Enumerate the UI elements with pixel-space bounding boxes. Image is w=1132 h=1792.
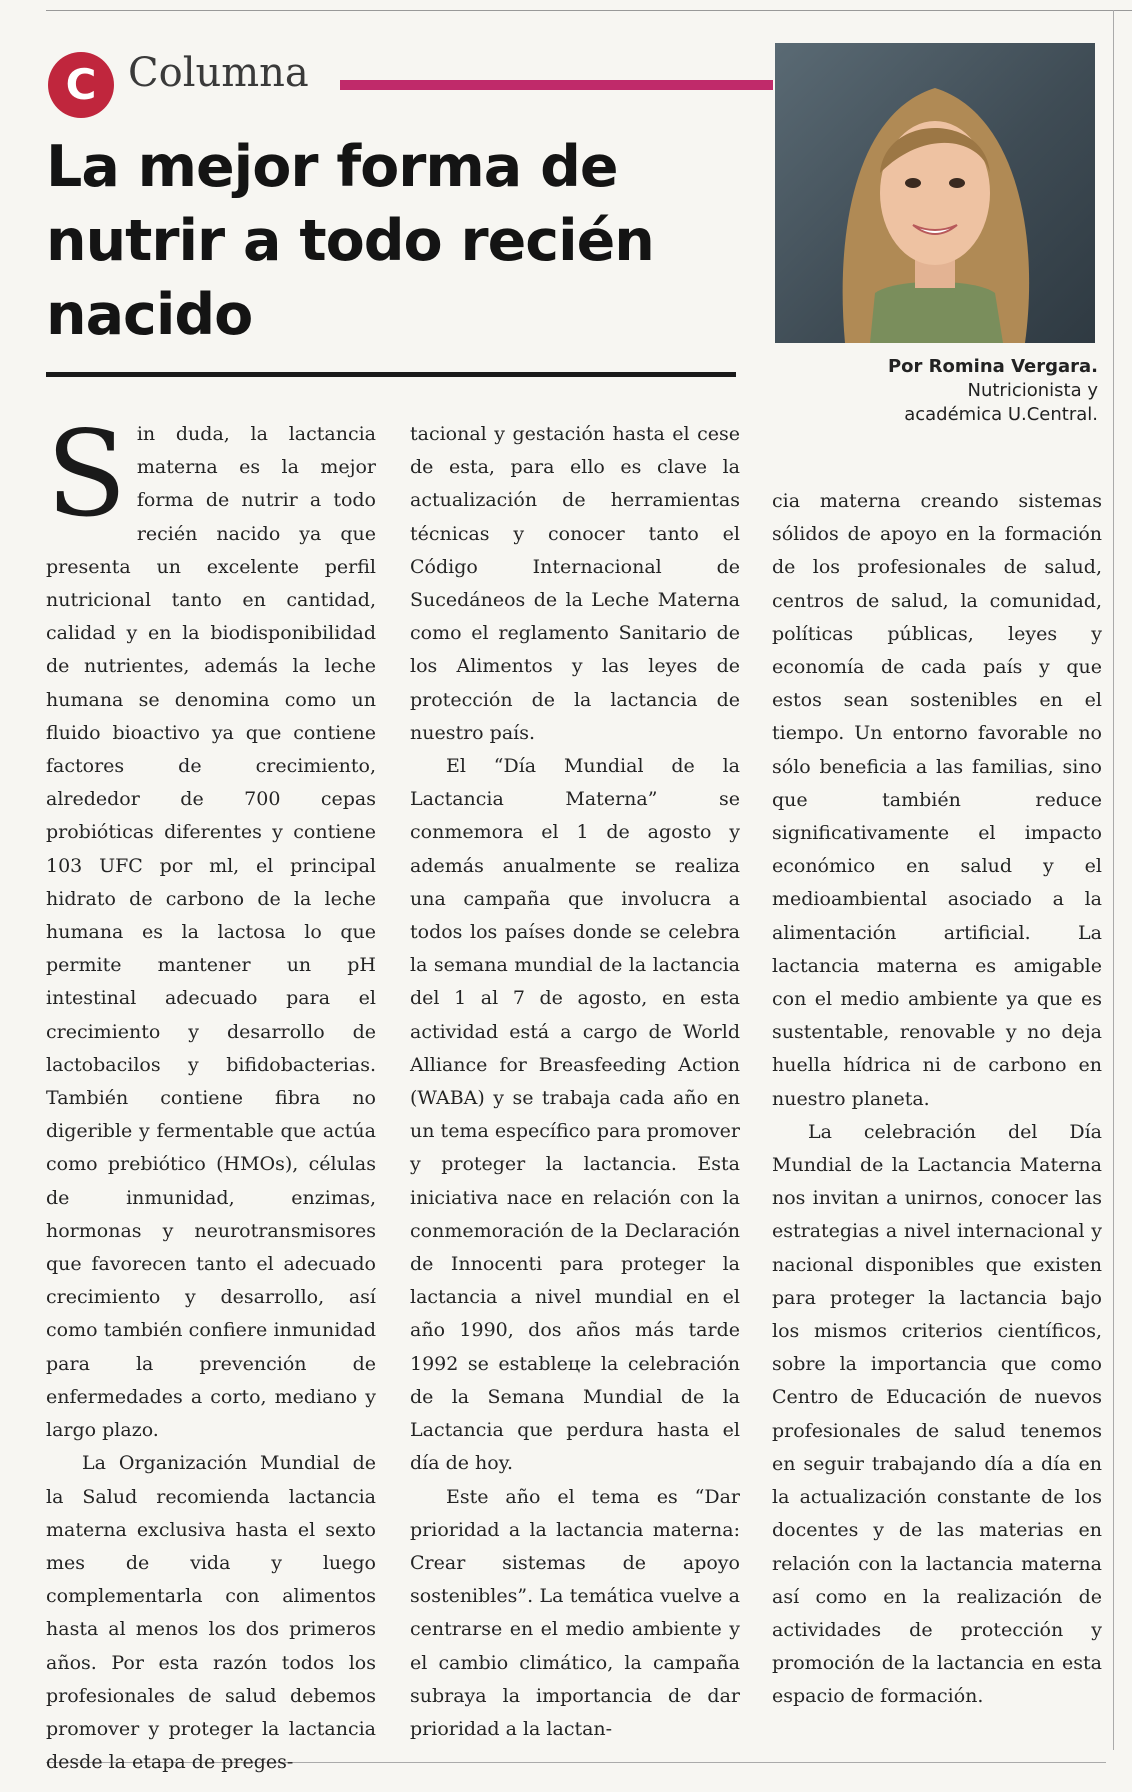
article-column-2 xyxy=(410,418,740,1748)
section-badge: C xyxy=(48,52,114,118)
headline: La mejor forma de nutrir a todo recién nacido xyxy=(46,134,654,348)
paragraph-1-text: in duda, la lactancia materna es la mejor forma de nutrir a todo recién nacido ya que presenta un excelente perfil nutricional tanto en cantidad, calidad y en la biodisponibilidad de nutrientes, además la leche humana se denomina como un fluido bioactivo ya que contiene factores de crecimiento, alrededor de 700 cepas probióticas diferentes y contiene 103 UFC por ml, el principal hidrato de carbono de la leche humana es la lactosa lo que permite mantener un pH intestinal adecuado para el crecimiento y desarrollo de lactobacilos y bifidobacterias. También contiene fibra no digerible y fermentable que actúa como prebiótico (HMOs), células de inmunidad, enzimas, hormonas y neurotransmisores que favorecen tanto el adecuado crecimiento y desarrollo, así como también confiere inmunidad para la prevención de enfermedades a corto, mediano y largo plazo. xyxy=(46,423,376,1442)
author-portrait-illustration xyxy=(775,43,1095,343)
paragraph-3: El “Día Mundial de la Lactancia Materna” se conmemora el 1 de agosto y además anualmente se realiza una campaña que involucra a todos los países donde se celebra la semana mundial de la lactancia del 1 al 7 de agosto, en esta actividad está a cargo de World Alliance for Breasfeeding Action (WABA) y se trabaja cada año en un tema específico para promover y proteger la lactancia. Esta iniciativa nace en relación con la conmemoración de la Declaración de Innocenti para proteger la lactancia a nivel mundial en el año 1990, dos años más tarde 1992 se estableце la celebración de la Semana Mundial de la Lactancia que perdura hasta el día de hoy. xyxy=(410,755,740,1475)
section-accent-rule xyxy=(340,80,773,90)
author-name: Por Romina Vergara. xyxy=(887,356,1098,377)
drop-cap: S xyxy=(46,405,127,543)
paragraph-5: La celebración del Día Mundial de la Lactancia Materna nos invitan a unirnos, conocer las estrategias a nivel internacional y nacional disponibles que existen para proteger la lactancia bajo los mismos criterios científicos, sobre la importancia que como Centro de Educación de nuevos profesionales de salud tenemos en seguir trabajando día a día en la actualización constante de los docentes y de las materias en relación con la lactancia materna así como en la realización de actividades de protección y promoción de la lactancia en esta espacio de formación. xyxy=(772,1120,1102,1708)
byline xyxy=(888,355,1098,427)
paragraph-2-continued: tacional y gestación hasta el cese de esta, para ello es clave la actualización de herramientas técnicas y conocer tanto el Código Internacional de Sucedáneos de la Leche Materna como el reglamento Sanitario de los Alimentos y las leyes de protección de la lactancia de nuestro país. xyxy=(410,423,740,744)
author-affiliation: académica U.Central. xyxy=(904,404,1098,425)
article-column-3 xyxy=(772,485,1102,1755)
article-column-1 xyxy=(46,405,376,1774)
paragraph-1 xyxy=(46,405,376,1447)
author-photo xyxy=(775,43,1095,343)
author-role: Nutricionista y xyxy=(967,380,1098,401)
headline-rule xyxy=(46,372,736,377)
top-rule xyxy=(46,10,1132,11)
right-column-rule xyxy=(1113,10,1114,1750)
paragraph-2: La Organización Mundial de la Salud recomienda lactancia materna exclusiva hasta el sexto mes de vida y luego complementarla con alimentos hasta al menos los dos primeros años. Por esta razón todos los profesionales de salud debemos promover y proteger la lactancia desde la etapa de preges- xyxy=(46,1452,376,1774)
paragraph-4-continued: cia materna creando sistemas sólidos de apoyo en la formación de los profesionales de salud, centros de salud, la comunidad, políticas públicas, leyes y economía de cada país y que estos sean sostenibles en el tiempo. Un entorno favorable no sólo beneficia a las familias, sino que también reduce significativamente el impacto económico en salud y el medioambiental asociado a la alimentación artificial. La lactancia materna es amigable con el medio ambiente ya que es sustentable, renovable y no deja huella hídrica ni de carbono en nuestro planeta. xyxy=(772,490,1102,1110)
paragraph-4: Este año el tema es “Dar prioridad a la lactancia materna: Crear sistemas de apoyo sostenibles”. La temática vuelve a centrarse en el medio ambiente y el cambio climático, la campaña subraya la importancia de dar prioridad a la lactan- xyxy=(410,1485,740,1740)
section-label: Columna xyxy=(128,50,309,96)
